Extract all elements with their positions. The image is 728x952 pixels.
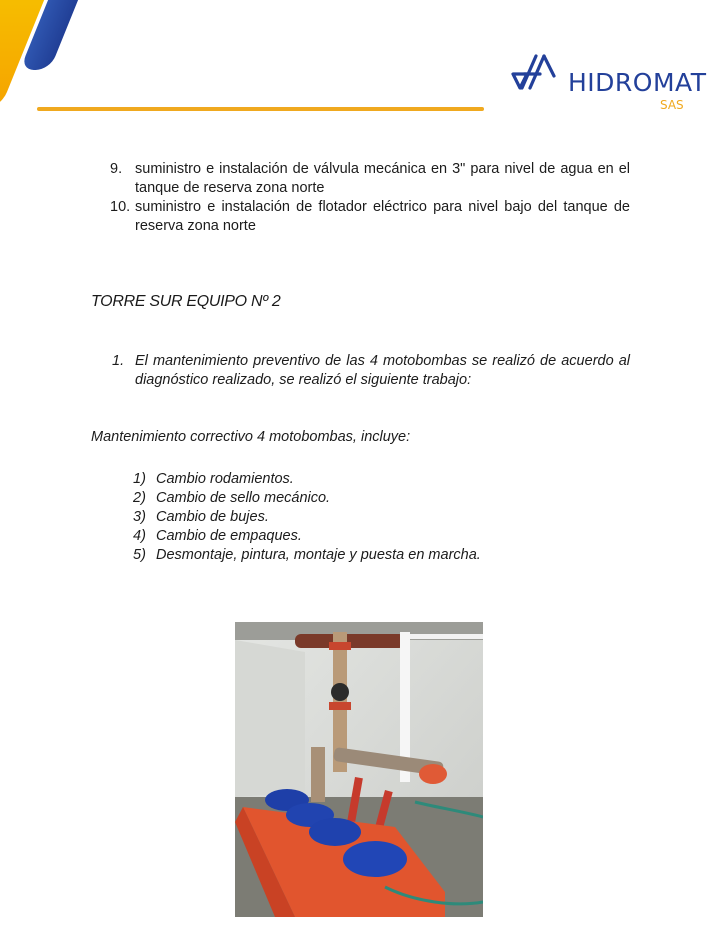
task-text: Cambio rodamientos.	[156, 471, 294, 487]
task-text: Desmontaje, pintura, montaje y puesta en marcha.	[156, 547, 481, 563]
task-number: 5)	[133, 547, 146, 563]
corner-decoration	[0, 0, 100, 110]
list-item	[110, 160, 630, 198]
task-number: 2)	[133, 490, 146, 506]
list-item	[110, 198, 630, 236]
maintenance-intro: Mantenimiento correctivo 4 motobombas, incluye:	[91, 429, 411, 445]
company-logo	[510, 52, 707, 114]
header-rule	[37, 107, 484, 111]
top-numbered-list	[110, 160, 630, 236]
task-item	[133, 527, 481, 546]
task-item	[133, 470, 481, 489]
list-item-text: El mantenimiento preventivo de las 4 motobombas se realizó de acuerdo al diagnóstico realizado, se realizó el siguiente trabajo:	[135, 353, 630, 388]
list-item-number: 1.	[112, 353, 125, 369]
task-item	[133, 508, 481, 527]
list-item-text: suministro e instalación de flotador eléctrico para nivel bajo del tanque de reserva zona norte	[135, 199, 630, 234]
section-numbered-list	[112, 352, 630, 390]
list-item	[112, 352, 630, 390]
task-text: Cambio de empaques.	[156, 528, 302, 544]
pump-room-photo	[235, 622, 483, 917]
task-number: 3)	[133, 509, 146, 525]
task-number: 4)	[133, 528, 146, 544]
list-item-number: 10.	[110, 199, 131, 215]
list-item-number: 9.	[110, 161, 123, 177]
task-text: Cambio de sello mecánico.	[156, 490, 331, 506]
task-item	[133, 546, 481, 565]
task-item	[133, 489, 481, 508]
hidromat-logo-icon	[510, 52, 566, 92]
logo-name: HIDROMAT	[568, 68, 707, 97]
pump-room-illustration	[235, 622, 483, 917]
list-item-text: suministro e instalación de válvula mecánica en 3" para nivel de agua en el tanque de reserva zona norte	[135, 161, 630, 196]
task-number: 1)	[133, 471, 146, 487]
logo-suffix: SAS	[660, 98, 684, 112]
maintenance-task-list	[133, 470, 481, 565]
task-text: Cambio de bujes.	[156, 509, 269, 525]
section-title: TORRE SUR EQUIPO Nº 2	[91, 293, 281, 310]
